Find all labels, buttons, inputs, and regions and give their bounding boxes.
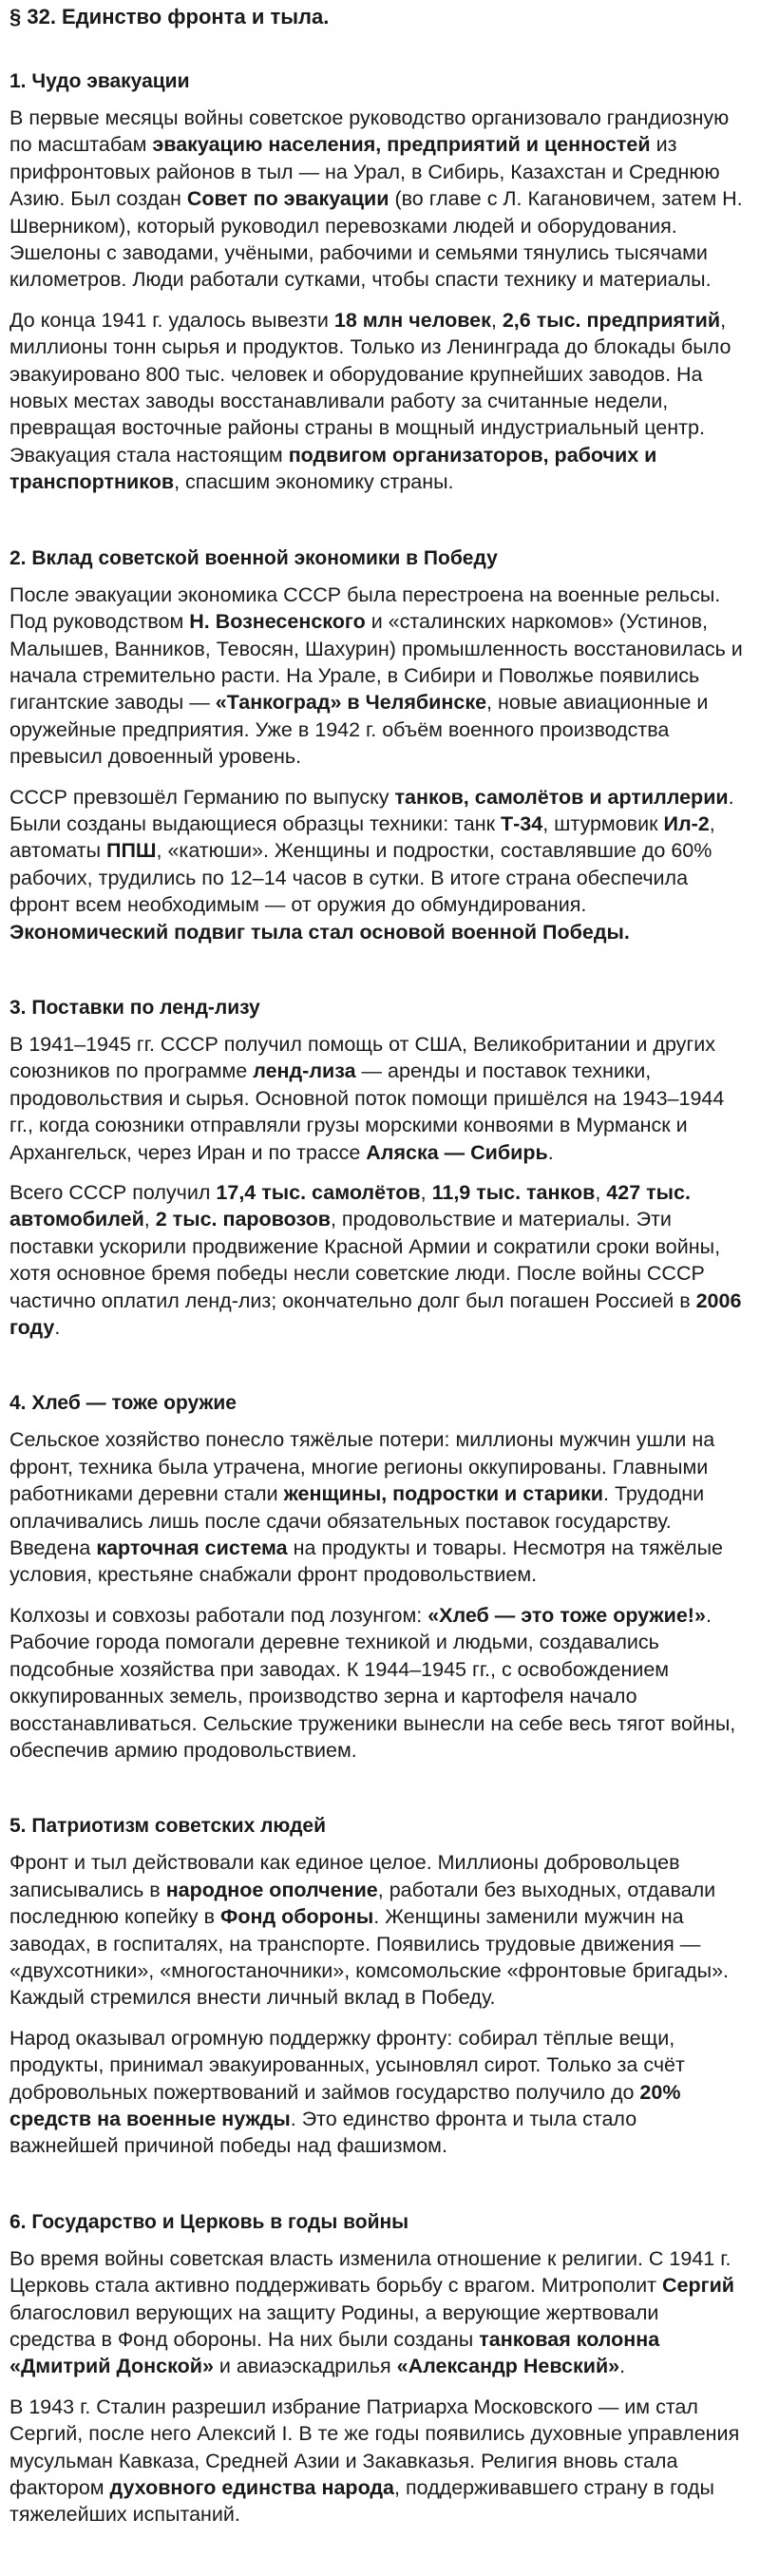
section-paragraph [10,1426,747,1588]
section-paragraph [10,307,747,496]
text-run: , работали без выходных, отдавали последнюю копейку в [10,1878,716,1929]
text-run: — аренды и поставок техники, продовольствия и сырья. Основной поток помощи пришёлся на 1943–1944 гг., когда союзники отправляли грузы морскими конвоями в Мурманск и Архангельск, через Иран и по трассе [10,1059,725,1164]
text-run: . Трудодни оплачивались лишь после сдачи обязательных поставок государству. Введена [10,1482,705,1560]
section-paragraph [10,1031,747,1166]
bold-text: подвигом организаторов, рабочих и транспортников [10,443,657,494]
bold-text: духовного единства народа [109,2476,395,2500]
bold-text: женщины, подростки и старики [283,1482,604,1506]
section-heading: 2. Вклад советской военной экономики в Победу [10,546,498,569]
text-run: из прифронтовых районов в тыл — на Урал, в Сибирь, Казахстан и Среднюю Азию. Был создан [10,133,720,211]
text-run: . Это единство фронта и тыла стало важнейшей причиной победы над фашизмом. [10,2107,637,2158]
section-paragraph [10,2025,747,2160]
bold-text: «Танкоград» в Челябинске [215,691,487,715]
text-run: Во время войны советская власть изменила отношение к религии. С 1941 г. Церковь стала активно поддерживать борьбу с врагом. Митрополит [10,2246,732,2298]
text-run: и авиаэскадрилья [213,2355,397,2378]
text-run: В 1943 г. Сталин разрешил избрание Патриарха Московского — им стал Сергий, после него Алексий I. В те же годы появились духовные управления мусульман Кавказа, Средней Азии и Закавказья. Религия вновь стала фактором [10,2395,740,2500]
section-heading: 4. Хлеб — тоже оружие [10,1392,237,1415]
bold-text: 11,9 тыс. танков [431,1181,596,1204]
text-run: Фронт и тыл действовали как единое целое. Миллионы добровольцев записывались в [10,1851,680,1901]
section-paragraph [10,2394,747,2528]
text-run: , поддерживавшего страну в годы тяжелейших испытаний. [10,2476,714,2527]
text-run: Народ оказывал огромную поддержку фронту: собирал тёплые вещи, продукты, принимал эвакуированных, усыновлял сирот. Только за счёт добровольных пожертвований и займов государство получило до [10,2026,685,2104]
section-paragraph [10,1179,747,1341]
text-run: и «сталинских наркомов» (Устинов, Малышев, Ванников, Тевосян, Шахурин) промышленность восстановилась и начала стремительно расти. На Урале, в Сибири и Поволжье появились гигантские заводы — [10,610,743,715]
text-run: , автоматы [10,811,715,863]
bold-text: Сергий [662,2274,735,2298]
text-run: Всего СССР получил [10,1181,217,1204]
bold-text: 20% средств на военные нужды [10,2080,681,2130]
section-heading: 6. Государство и Церковь в годы войны [10,2210,409,2233]
section-heading: 1. Чудо эвакуации [10,70,190,92]
text-run: . Рабочие города помогали деревне техникой и людьми, создавались подсобные хозяйства при заводах. К 1944–1945 гг., с освобождением оккупированных земель, производство зерна и картофеля начало восстанавливаться. Сельские труженики вынесли на себе весь тягот войны, обеспечив армию продовольствием. [10,1603,736,1762]
text-run: В первые месяцы войны советское руководство организовало грандиозную по масштабам [10,106,730,157]
bold-text: Фонд обороны [220,1905,374,1929]
text-run: , [490,308,503,332]
section-paragraph [10,2245,747,2380]
text-run: , [143,1208,156,1231]
section-paragraph [10,105,747,294]
text-run: , миллионы тонн сырья и продуктов. Только из Ленинграда до блокады было эвакуировано 800 тыс. человек и оборудование крупнейших заводов. На новых местах заводы восстанавливали работу за считанные недели, превращая восточные районы страны в мощный индустриальный центр. Эвакуация стала настоящим [10,308,732,467]
bold-text: 2 тыс. паровозов [155,1208,331,1231]
section-paragraph [10,582,747,771]
text-run: (во главе с Л. Кагановичем, затем Н. Шверником), который руководил перевозками людей и оборудования. Эшелоны с заводами, учёными, рабочими и семьями тянулись тысячами километров. Люди работали сутками, чтобы спасти технику и материалы. [10,187,743,292]
bold-text: 2006 году [10,1288,742,1340]
text-run: благословил верующих на защиту Родины, а верующие жертвовали средства в Фонд обороны. На них были созданы [10,2300,659,2351]
bold-text: 17,4 тыс. самолётов [216,1181,421,1204]
bold-text: ленд-лиза [253,1059,356,1083]
text-run: После эвакуации экономика СССР была перестроена на военные рельсы. Под руководством [10,582,721,634]
section-3 [10,995,747,1341]
bold-text: народное ополчение [165,1878,378,1901]
section-6 [10,2209,747,2528]
bold-text: Совет по эвакуации [186,187,390,211]
bold-text: Экономический подвиг тыла стал основой военной Победы. [10,920,630,944]
bold-text: Аляска — Сибирь [366,1140,548,1164]
section-5 [10,1813,747,2159]
bold-text: Ил-2 [663,811,710,835]
bold-text: «Хлеб — это тоже оружие!» [428,1603,706,1627]
section-heading: 3. Поставки по ленд-лизу [10,996,260,1019]
sections-container [10,68,747,2528]
section-paragraph [10,1602,747,1764]
text-run: , «катюши». Женщины и подростки, составлявшие до 60% рабочих, трудились по 12–14 часов в сутки. В итоге страна обеспечила фронт всем необходимым — от оружия до обмундирования. [10,839,712,917]
text-run: , [595,1181,607,1204]
text-run: В 1941–1945 гг. СССР получил помощь от США, Великобритании и других союзников по программе [10,1032,716,1083]
section-2 [10,545,747,945]
text-run: Сельское хозяйство понесло тяжёлые потери: миллионы мужчин ушли на фронт, техника была утрачена, многие регионы оккупированы. Главными работниками деревни стали [10,1428,715,1506]
text-run: . [54,1316,61,1340]
text-run: , [420,1181,432,1204]
bold-text: танковая колонна «Дмитрий Донской» [10,2328,660,2378]
page-title: § 32. Единство фронта и тыла. [10,5,330,29]
section-paragraph [10,784,747,945]
bold-text: 2,6 тыс. предприятий [502,308,721,332]
bold-text: 18 млн человек [333,308,491,332]
text-run: . [547,1140,554,1164]
bold-text: эвакуацию населения, предприятий и ценностей [152,133,651,157]
text-run: . Женщины заменили мужчин на заводах, в госпиталях, на транспорте. Появились трудовые движения — «двухсотники», «многостаночники», комсомольские «фронтовые бригады». Каждый стремился внести личный вклад в Победу. [10,1905,729,2010]
bold-text: 427 тыс. автомобилей [10,1181,691,1231]
section-paragraph [10,1849,747,2011]
section-heading: 5. Патриотизм советских людей [10,1815,327,1838]
bold-text: Т-34 [500,811,543,835]
text-run: , штурмовик [542,811,664,835]
text-run: , продовольствие и материалы. Эти поставки ускорили продвижение Красной Армии и сократили сроки войны, хотя основное бремя победы несли советские люди. После войны СССР частично оплатил ленд-лиз; окончательно долг был погашен Россией в [10,1208,721,1312]
bold-text: Н. Вознесенского [189,610,366,634]
text-run: , новые авиационные и оружейные предприятия. Уже в 1942 г. объём военного производства превысил довоенный уровень. [10,691,709,769]
bold-text: танков, самолётов и артиллерии [394,785,729,809]
section-1 [10,68,747,496]
text-run: . [619,2355,626,2378]
text-run: . Были созданы выдающиеся образцы техники: танк [10,785,734,835]
text-run: Колхозы и совхозы работали под лозунгом: [10,1603,428,1627]
text-run: До конца 1941 г. удалось вывезти [10,308,334,332]
bold-text: ППШ [106,839,157,863]
section-4 [10,1390,747,1764]
text-run: СССР превзошёл Германию по выпуску [10,785,395,809]
text-run: , спасшим экономику страны. [174,470,454,494]
text-run: на продукты и товары. Несмотря на тяжёлые условия, крестьяне снабжали фронт продовольствием. [10,1536,723,1587]
bold-text: «Александр Невский» [396,2355,620,2378]
bold-text: карточная система [96,1536,288,1560]
